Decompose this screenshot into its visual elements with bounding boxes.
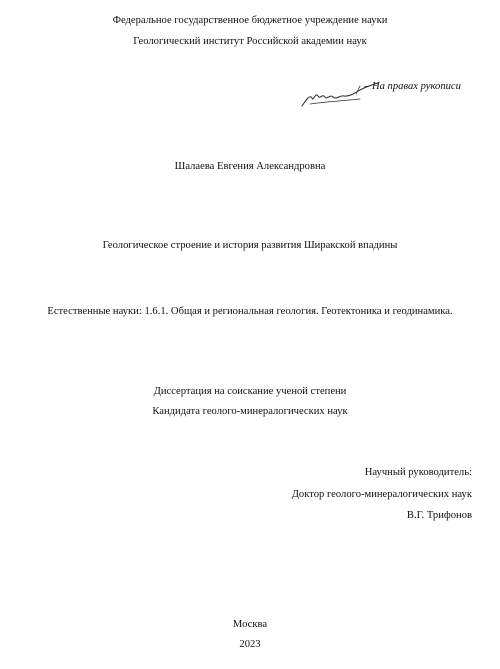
dissertation-title: Геологическое строение и история развития Ширакской впадины — [102, 240, 398, 251]
institution-line-1: Федеральное государственное бюджетное учреждение науки — [112, 15, 388, 26]
manuscript-mark — [364, 80, 488, 93]
city: Москва — [232, 619, 268, 630]
author-name: Шалаева Евгения Александровна — [174, 161, 326, 172]
degree-line-1: Диссертация на соискание ученой степени — [153, 386, 347, 397]
supervisor-name: В.Г. Трифонов — [406, 510, 472, 521]
institution-line-2: Геологический институт Российской академии наук — [133, 36, 367, 47]
dash-glyph: – — [364, 81, 372, 92]
year: 2023 — [239, 639, 261, 650]
degree-line-2: Кандидата геолого-минералогических наук — [152, 406, 348, 417]
specialty: Естественные науки: 1.6.1. Общая и региональная геология. Геотектоника и геодинамика. — [47, 306, 453, 317]
supervisor-label: Научный руководитель: — [364, 467, 472, 478]
manuscript-mark-text: На правах рукописи — [371, 81, 461, 92]
supervisor-degree: Доктор геолого-минералогических наук — [291, 489, 472, 500]
